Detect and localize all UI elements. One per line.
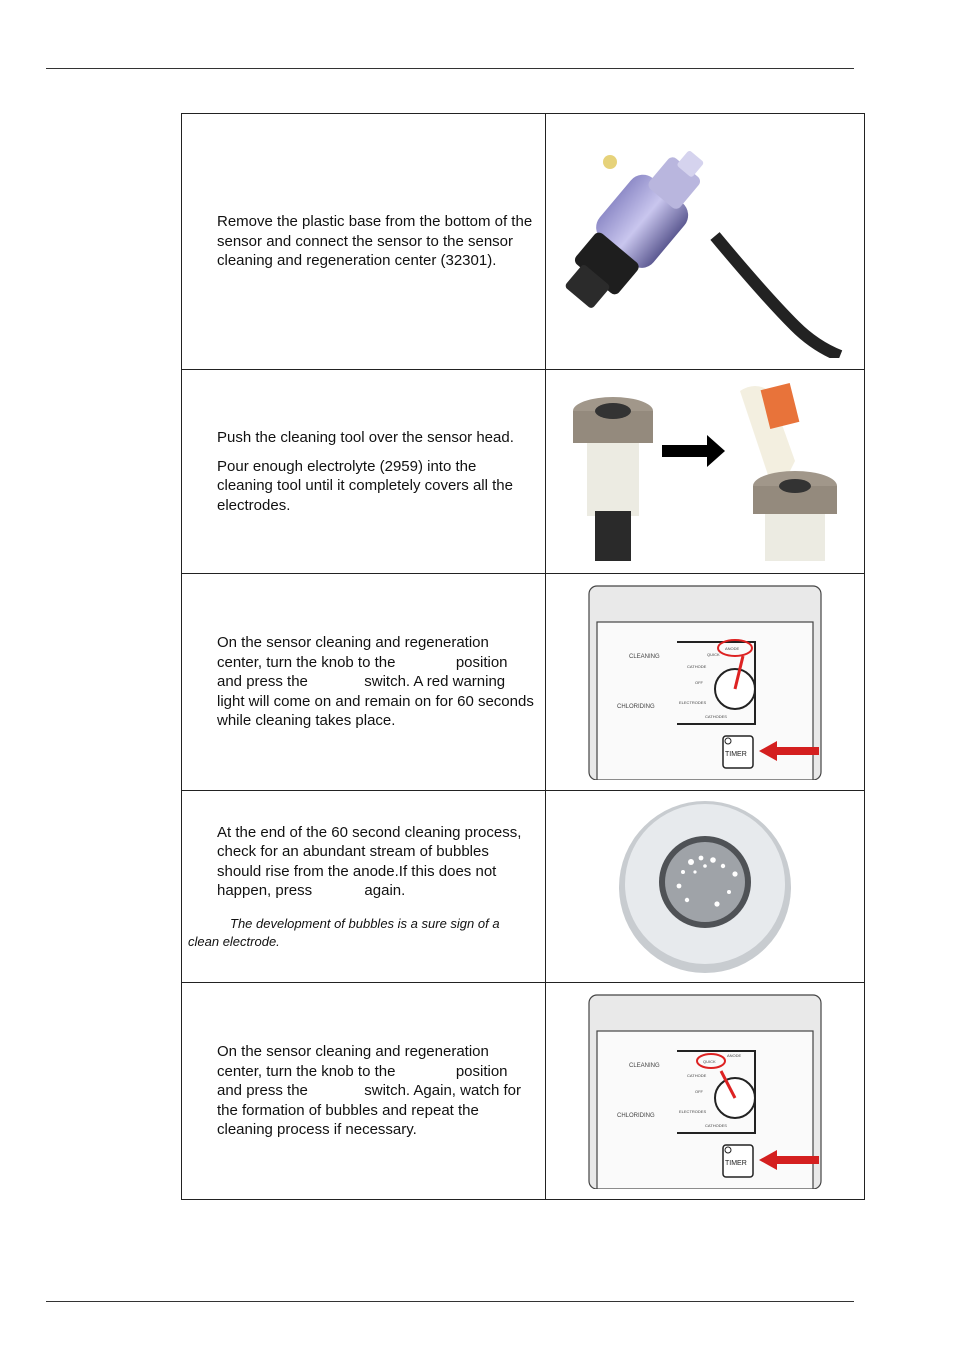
step-instruction: On the sensor cleaning and regeneration center, turn the knob to the position and press the switch. A red warning light will come on and remain on for 60 seconds while cleaning takes place. xyxy=(217,634,534,730)
step-instruction: On the sensor cleaning and regeneration center, turn the knob to the position and press the switch. Again, watch for the formation of bubbles and repeat the cleaning process if necessary. xyxy=(217,1043,521,1139)
step-row xyxy=(182,574,865,791)
step-image-cell xyxy=(546,370,865,574)
header-rule xyxy=(46,68,854,69)
step-image-cell xyxy=(546,983,865,1200)
footer-rule xyxy=(46,1301,854,1302)
control-panel-anode-image xyxy=(585,584,825,780)
bubbles-image xyxy=(605,800,805,974)
panel-label-cathodes: CATHODES xyxy=(705,714,727,719)
panel-label-anode: ANODE xyxy=(725,646,740,651)
step-text-cell xyxy=(182,791,546,983)
panel-label-cleaning: CLEANING xyxy=(629,654,660,660)
step-note: The development of bubbles is a sure sign of a clean electrode. xyxy=(188,915,500,949)
panel-label-cathodes: CATHODES xyxy=(705,1123,727,1128)
panel-label-electrodes: ELECTRODES xyxy=(679,700,707,705)
panel-label-quick: QUICK xyxy=(703,1059,716,1064)
panel-label-cleaning: CLEANING xyxy=(629,1063,660,1069)
step-instruction: Pour enough electrolyte (2959) into the cleaning tool until it completely covers all the electrodes. xyxy=(217,457,513,514)
step-text-cell xyxy=(182,983,546,1200)
step-text-cell xyxy=(182,370,546,574)
step-text-cell xyxy=(182,114,546,370)
step-row xyxy=(182,114,865,370)
cleaning-tool-image xyxy=(565,381,845,563)
panel-label-chloride: CHLORIDING xyxy=(617,1113,655,1119)
step-instruction: Push the cleaning tool over the sensor head. xyxy=(217,429,514,446)
step-instruction: At the end of the 60 second cleaning process, check for an abundant stream of bubbles should rise from the anode.If this does not happen, press again. xyxy=(217,823,522,899)
step-image-cell xyxy=(546,791,865,983)
panel-label-off: OFF xyxy=(695,680,703,685)
panel-label-cathode: CATHODE xyxy=(687,1073,707,1078)
panel-label-cathode: CATHODE xyxy=(687,664,707,669)
step-row xyxy=(182,983,865,1200)
procedure-table xyxy=(181,113,865,1200)
timer-label: TIMER xyxy=(725,751,747,758)
control-panel-quick-image xyxy=(585,993,825,1189)
panel-label-quick: QUICK xyxy=(707,652,720,657)
sensor-connection-image xyxy=(565,126,845,358)
step-image-cell xyxy=(546,574,865,791)
panel-label-chloride: CHLORIDING xyxy=(617,704,655,710)
step-row xyxy=(182,370,865,574)
timer-label: TIMER xyxy=(725,1160,747,1167)
panel-label-electrodes: ELECTRODES xyxy=(679,1109,707,1114)
panel-label-anode: ANODE xyxy=(727,1053,742,1058)
step-row xyxy=(182,791,865,983)
step-image-cell xyxy=(546,114,865,370)
step-instruction: Remove the plastic base from the bottom of the sensor and connect the sensor to the sensor cleaning and regeneration center (32301). xyxy=(217,213,533,270)
step-text-cell xyxy=(182,574,546,791)
panel-label-off: OFF xyxy=(695,1089,703,1094)
